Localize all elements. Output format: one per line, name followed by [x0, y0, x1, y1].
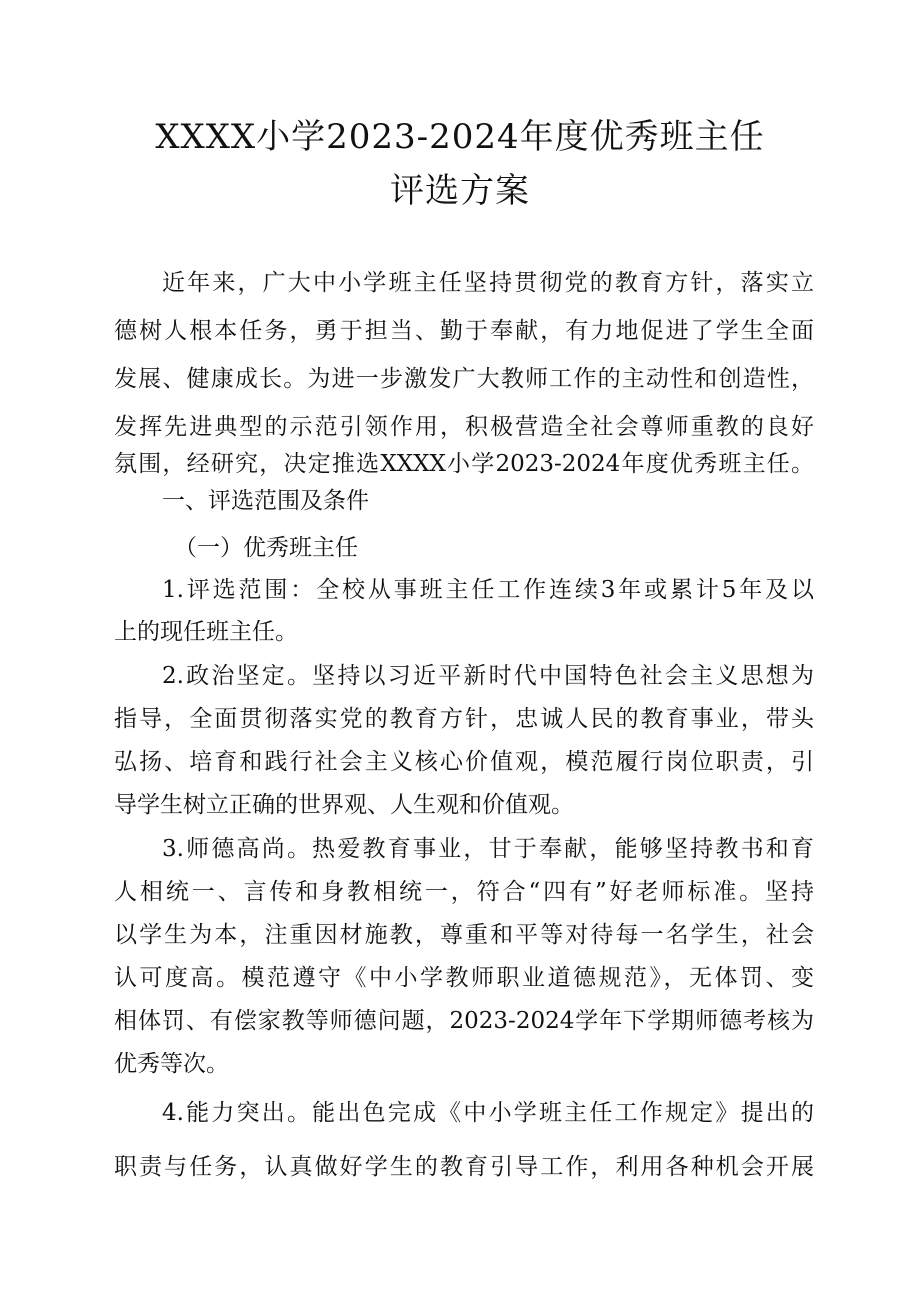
paragraph-line: 人相统一、言传和身教相统一，符合“四有”好老师标准。坚持	[114, 879, 814, 905]
document-title-line1: XXXX小学2023-2024年度优秀班主任	[155, 117, 765, 157]
paragraph-line: 认可度高。模范遵守《中小学教师职业道德规范》，无体罚、变	[114, 965, 814, 991]
paragraph-line: 1.评选范围：全校从事班主任工作连续3年或累计5年及以	[162, 577, 814, 603]
paragraph-line: 近年来，广大中小学班主任坚持贯彻党的教育方针，落实立	[162, 270, 814, 296]
paragraph-line: 优秀等次。	[114, 1051, 229, 1077]
paragraph-line: 3.师德高尚。热爱教育事业，甘于奉献，能够坚持教书和育	[162, 836, 814, 862]
paragraph-line: 以学生为本，注重因材施教，尊重和平等对待每一名学生，社会	[114, 922, 814, 948]
paragraph-line: 发展、健康成长。为进一步激发广大教师工作的主动性和创造性，	[114, 366, 814, 392]
paragraph-line: 4.能力突出。能出色完成《中小学班主任工作规定》提出的	[162, 1100, 814, 1126]
section-heading: 一、评选范围及条件	[162, 488, 369, 514]
paragraph-line: 发挥先进典型的示范引领作用，积极营造全社会尊师重教的良好	[114, 414, 814, 440]
paragraph-line: 指导，全面贯彻落实党的教育方针，忠诚人民的教育事业，带头	[114, 706, 814, 732]
paragraph-line: 氛围，经研究，决定推选XXXX小学2023-2024年度优秀班主任。	[114, 451, 814, 477]
paragraph-line: 职责与任务，认真做好学生的教育引导工作，利用各种机会开展	[114, 1154, 814, 1180]
paragraph-line: 2.政治坚定。坚持以习近平新时代中国特色社会主义思想为	[162, 663, 814, 689]
paragraph-line: 导学生树立正确的世界观、人生观和价值观。	[114, 792, 574, 818]
paragraph-line: 弘扬、培育和践行社会主义核心价值观，模范履行岗位职责，引	[114, 749, 814, 775]
paragraph-line: 德树人根本任务，勇于担当、勤于奉献，有力地促进了学生全面	[114, 318, 814, 344]
subsection-heading: （一）优秀班主任	[174, 535, 358, 561]
document-title-line2: 评选方案	[390, 171, 530, 211]
paragraph-line: 上的现任班主任。	[114, 619, 298, 645]
paragraph-line: 相体罚、有偿家教等师德问题，2023-2024学年下学期师德考核为	[114, 1008, 814, 1034]
